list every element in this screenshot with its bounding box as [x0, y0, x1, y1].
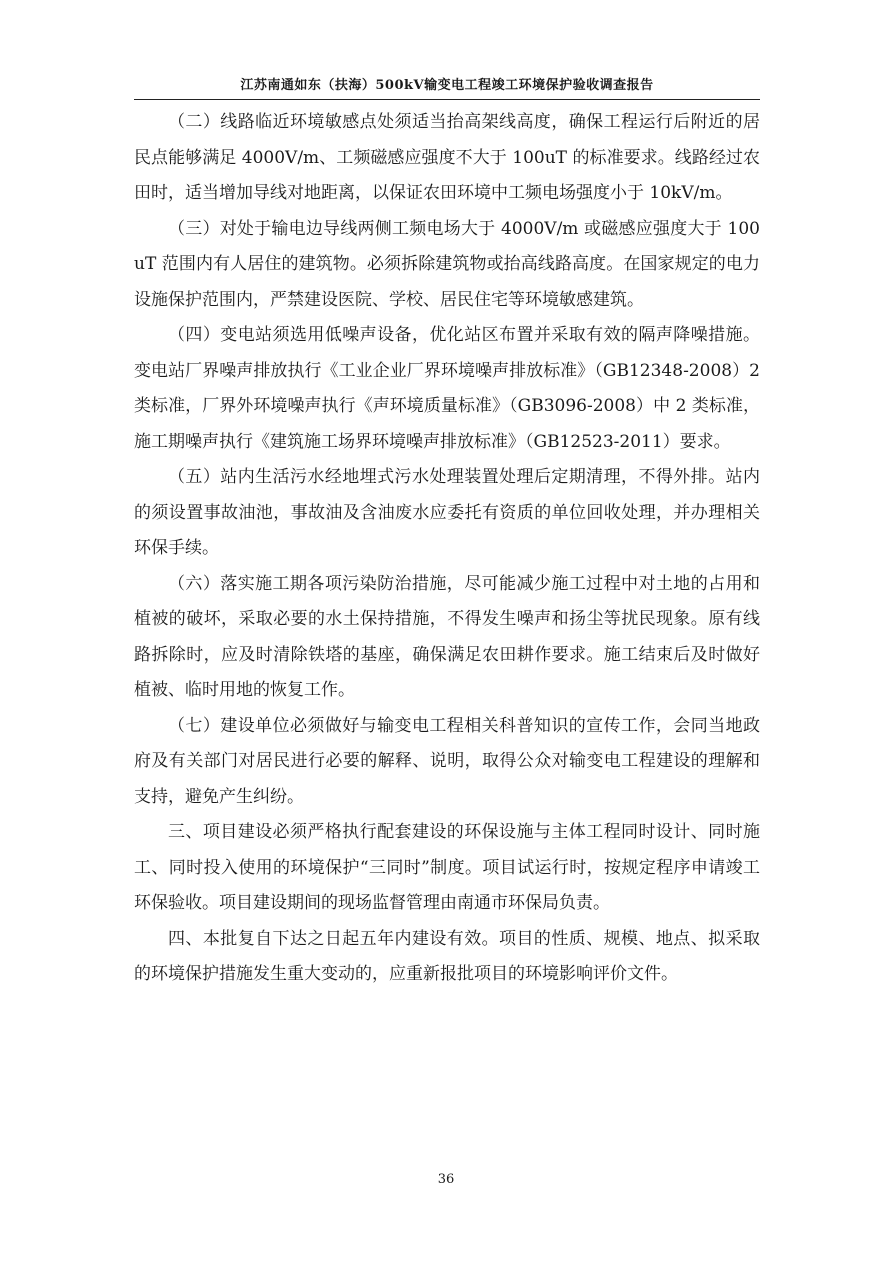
- paragraph-item-6: （六）落实施工期各项污染防治措施，尽可能减少施工过程中对土地的占用和植被的破坏，采取必要的水土保持措施，不得发生噪声和扬尘等扰民现象。原有线路拆除时，应及时清除铁塔的基座，确保满足农田耕作要求。施工结束后及时做好植被、临时用地的恢复工作。: [134, 573, 760, 700]
- header-divider: [134, 99, 760, 100]
- paragraph-section-4: 四、本批复自下达之日起五年内建设有效。项目的性质、规模、地点、拟采取的环境保护措施发生重大变动的，应重新报批项目的环境影响评价文件。: [134, 928, 760, 984]
- report-header-title: 江苏南通如东（扶海）500kV输变电工程竣工环境保护验收调查报告: [240, 78, 654, 93]
- paragraph-item-2: （二）线路临近环境敏感点处须适当抬高架线高度，确保工程运行后附近的居民点能够满足 4000V/m、工频磁感应强度不大于 100uT 的标准要求。线路经过农田时，适当增加导线对地距离，以保证农田环境中工频电场强度小于 10kV/m。: [134, 112, 760, 203]
- paragraph-item-4: （四）变电站须选用低噪声设备，优化站区布置并采取有效的隔声降噪措施。变电站厂界噪声排放执行《工业企业厂界环境噪声排放标准》（GB12348-2008）2 类标准，厂界外环境噪声执行《声环境质量标准》（GB3096-2008）中 2 类标准，施工期噪声执行《建筑施工场界环境噪声排放标准》（GB12523-2011）要求。: [134, 325, 760, 452]
- paragraph-item-5: （五）站内生活污水经地埋式污水处理装置处理后定期清理，不得外排。站内的须设置事故油池，事故油及含油废水应委托有资质的单位回收处理，并办理相关环保手续。: [134, 467, 760, 558]
- paragraph-item-3: （三）对处于输电边导线两侧工频电场大于 4000V/m 或磁感应强度大于 100uT 范围内有人居住的建筑物。必须拆除建筑物或抬高线路高度。在国家规定的电力设施保护范围内，严禁建设医院、学校、居民住宅等环境敏感建筑。: [134, 218, 760, 310]
- document-body: [134, 105, 760, 993]
- paragraph-section-3: 三、项目建设必须严格执行配套建设的环保设施与主体工程同时设计、同时施工、同时投入使用的环境保护“三同时”制度。项目试运行时，按规定程序申请竣工环保验收。项目建设期间的现场监督管理由南通市环保局负责。: [134, 822, 760, 913]
- paragraph-item-7: （七）建设单位必须做好与输变电工程相关科普知识的宣传工作，会同当地政府及有关部门对居民进行必要的解释、说明，取得公众对输变电工程建设的理解和支持，避免产生纠纷。: [134, 715, 760, 807]
- page-number: 36: [437, 1172, 455, 1187]
